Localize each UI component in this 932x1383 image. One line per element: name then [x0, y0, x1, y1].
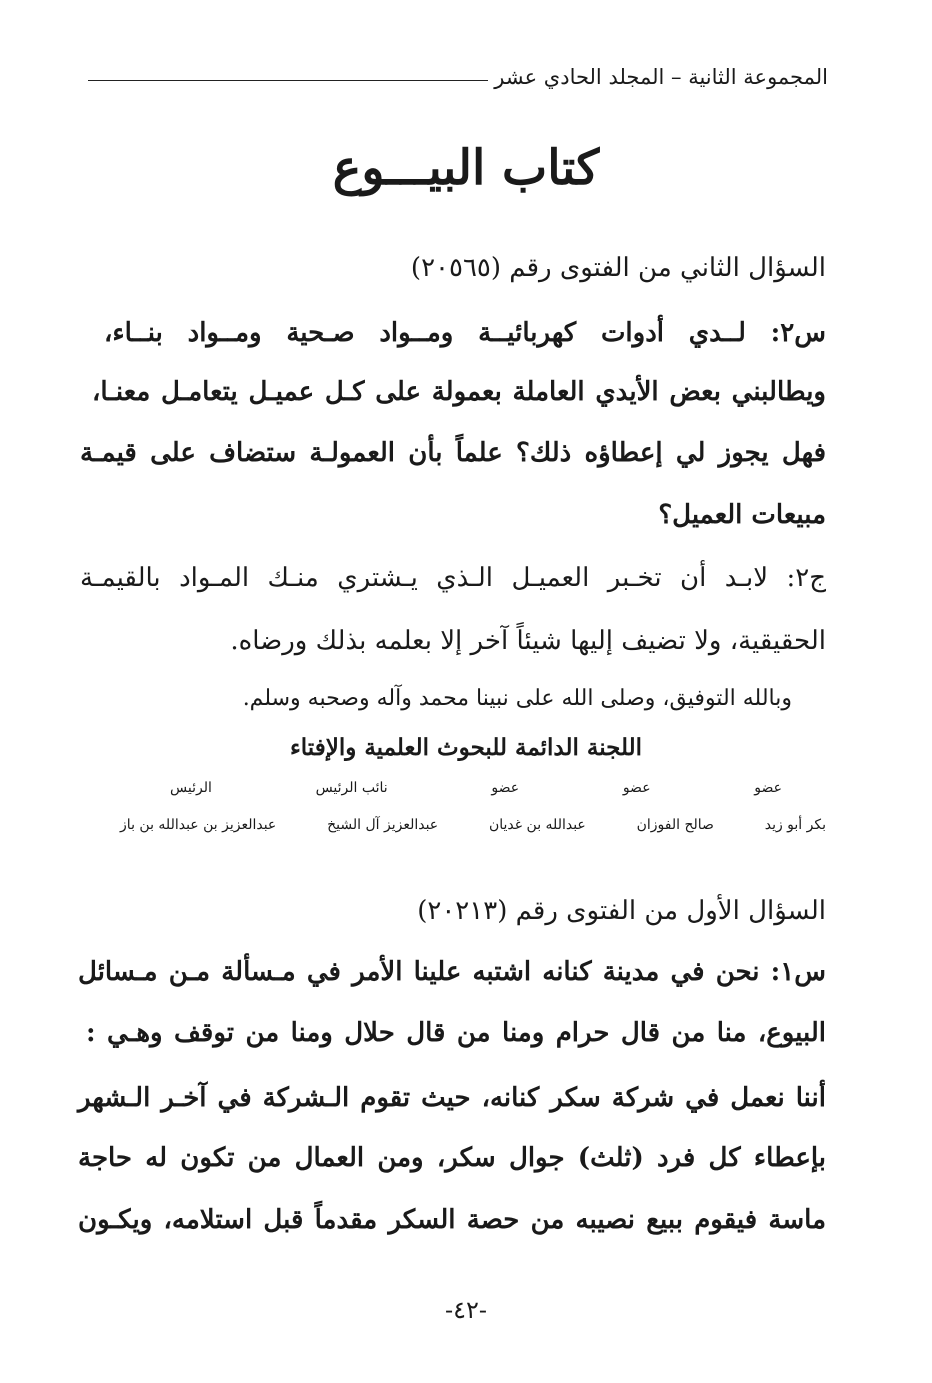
answer-line: الحقيقية، ولا تضيف إليها شيئاً آخر إلا بعلمه بذلك ورضاه. [230, 626, 826, 656]
question-line: س١: نحن في مدينة كنانه اشتبه علينا الأمر في مـسألة مـن مـسائل [78, 957, 826, 987]
question-line: أننا نعمل في شركة سكر كنانه، حيث تقوم الـشركة في آخـر الـشهر [78, 1083, 826, 1113]
fatwa-reference: السؤال الثاني من الفتوى رقم (٢٠٥٦٥) [410, 253, 826, 283]
running-header [88, 62, 828, 92]
signatory-title: عضو [754, 780, 782, 796]
fatwa-reference: السؤال الأول من الفتوى رقم (٢٠٢١٣) [417, 896, 826, 926]
signatory-titles [170, 780, 782, 796]
signatory-name: عبدالعزيز بن عبدالله بن باز [120, 817, 277, 833]
question-line: ماسة فيقوم ببيع نصيبه من حصة السكر مقدماً قبل استلامه، ويكـون [78, 1205, 826, 1235]
page-number: -٤٢- [445, 1296, 487, 1324]
question-line: ويطالبني بعض الأيدي العاملة بعمولة على كـل عميـل يتعامـل معنـا، [92, 377, 826, 407]
closing-prayer: وبالله التوفيق، وصلى الله على نبينا محمد وآله وصحبه وسلم. [242, 686, 792, 711]
question-line: بإعطاء كل فرد (ثلث) جوال سكر، ومن العمال من تكون له حاجة [78, 1143, 826, 1173]
signatory-name: عبدالعزيز آل الشيخ [327, 817, 439, 833]
signatory-title: نائب الرئيس [315, 780, 388, 796]
header-rule [88, 80, 488, 81]
question-line: س٢: لــدي أدوات كهربائيــة ومــواد صـحية ومــواد بنــاء، [104, 318, 827, 348]
signatory-name: صالح الفوزان [636, 817, 714, 833]
answer-line: ج٢: لابـد أن تخـبر العميـل الـذي يـشتري منـك المـواد بالقيمـة [80, 563, 826, 593]
signatory-name: عبدالله بن غديان [488, 817, 586, 833]
signatory-title: عضو [622, 780, 651, 796]
running-title: المجموعة الثانية – المجلد الحادي عشر [494, 65, 828, 89]
signatory-title: عضو [491, 780, 520, 796]
signatory-names [120, 817, 826, 833]
question-line: فهل يجوز لي إعطاؤه ذلك؟ علماً بأن العمولـة ستضاف على قيمـة [80, 438, 826, 468]
committee-name: اللجنة الدائمة للبحوث العلمية والإفتاء [289, 734, 643, 761]
signatory-title: الرئيس [170, 780, 212, 796]
signatory-name: بكر أبو زيد [764, 817, 826, 833]
question-line: البيوع، منا من قال حرام ومنا من قال حلال ومنا من توقف وهـي : [86, 1018, 826, 1048]
question-line: مبيعات العميل؟ [658, 500, 826, 530]
chapter-title: كتاب البيـــوع [332, 140, 600, 196]
